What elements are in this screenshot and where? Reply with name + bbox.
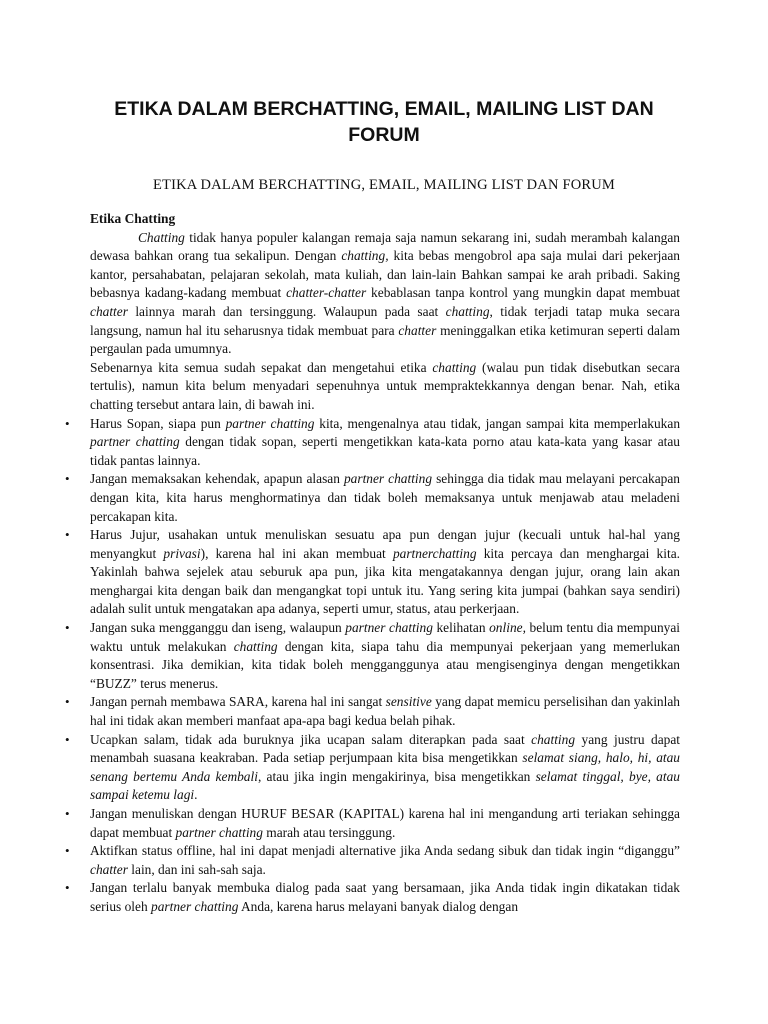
list-item-text <box>90 471 680 523</box>
bullet-icon: • <box>65 415 70 431</box>
bullet-icon: • <box>65 694 70 710</box>
text-run: meninggalkan etika ketimuran seperti dalam pergaulan pada umumnya. <box>90 322 680 357</box>
text-run: dengan tidak sopan, seperti mengetikkan kata-kata porno atau kata-kata yang kasar atau tidak pantas lainnya. <box>90 434 681 468</box>
document-body <box>65 210 681 917</box>
list-item <box>65 526 680 619</box>
text-run: Harus Jujur, usahakan untuk menuliskan sesuatu apa pun dengan jujur (kecuali untuk hal-hal yang menyangkut <box>90 527 680 561</box>
list-item-text <box>90 620 680 691</box>
italic-text: partner chatting <box>175 824 263 840</box>
list-item-text <box>90 527 680 616</box>
intro-paragraph-1 <box>90 229 680 359</box>
list-item-text <box>90 843 680 877</box>
bullet-icon: • <box>65 527 70 543</box>
italic-text: chatting <box>531 731 576 747</box>
italic-text: partnerchatting <box>392 545 477 561</box>
italic-text: chatter <box>398 322 437 338</box>
text-run: kita percaya dan menghargai kita. Yakinlah bahwa sejelek atau seburuk apa pun, jika kita mengatakannya dengan jujur, orang lain akan menghargai kita dengan baik dan mengangkat topi untuk itu. Yang sering kita jumpai (bahkan saya sendiri) adalah sulit untuk mengatakan apa adanya, seperti umur, status, atau perkerjaan. <box>90 545 680 617</box>
text-run: kita bebas mengobrol apa saja mulai dari pekerjaan kantor, persahabatan, pelajaran sekolah, mata kuliah, dan lain-lain Bahkan sampai ke arah pribadi. Saking bebasnya kadang-kadang membuat <box>90 248 680 301</box>
italic-text: chatter <box>90 303 128 319</box>
text-run: ), karena hal ini akan membuat <box>200 545 393 561</box>
text-run: (walau pun tidak disebutkan secara tertulis), namun kita belum menyadari sepenuhnya untuk mempraktekkannya dengan benar. Nah, etika chatting tersebut antara lain, di bawah ini. <box>90 359 680 412</box>
text-run: yang dapat memicu perselisihan dan yakinlah hal ini tidak akan memberi manfaat apa-apa bagi kedua belah pihak. <box>90 694 680 729</box>
text-run: Jangan terlalu banyak membuka dialog pada saat yang bersamaan, jika Anda tidak ingin dikatakan tidak serius oleh <box>90 880 680 914</box>
italic-text: Chatting <box>138 229 185 245</box>
text-run: dengan kita, siapa tahu dia mempunyai pekerjaan yang memerlukan konsentrasi. Jika demikian, kita tidak boleh mengganggunya atau mengisenginya dengan mengetikkan “BUZZ” terus menerus. <box>90 638 680 691</box>
list-item <box>65 470 680 526</box>
italic-text: chatting, <box>341 248 389 264</box>
list-item <box>65 415 681 471</box>
bullet-icon: • <box>65 471 70 487</box>
text-run: lain, dan ini sah-sah saja. <box>127 861 266 877</box>
page-title: ETIKA DALAM BERCHATTING, EMAIL, MAILING LIST DAN FORUM <box>114 98 654 146</box>
list-item-text <box>90 694 680 728</box>
text-run: Jangan pernah membawa SARA, karena hal ini sangat <box>90 694 386 710</box>
italic-text: selamat siang, halo, hi, atau senang bertemu Anda kembali <box>90 750 680 784</box>
list-item <box>65 693 680 730</box>
italic-text: selamat tinggal, bye, atau sampai ketemu lagi <box>90 768 680 803</box>
text-run: marah atau tersinggung. <box>262 824 396 840</box>
list-item <box>65 731 680 805</box>
bullet-icon: • <box>65 843 70 859</box>
text-run: Jangan menuliskan dengan HURUF BESAR (KAPITAL) karena hal ini mengandung arti teriakan sehingga dapat membuat <box>90 806 680 840</box>
bullet-icon: • <box>65 731 70 747</box>
list-item-text <box>90 416 680 468</box>
text-run: Jangan memaksakan kehendak, apapun alasan <box>90 471 344 487</box>
italic-text: chatter-chatter <box>286 285 367 301</box>
section-heading: Etika Chatting <box>90 211 176 226</box>
italic-text: privasi <box>163 545 201 561</box>
italic-text: partner chatting <box>225 415 315 431</box>
text-run: lainnya marah dan tersinggung. Walaupun pada saat <box>127 303 446 319</box>
text-run: Harus Sopan, siapa pun <box>90 415 226 431</box>
italic-text: partner chatting <box>151 898 239 914</box>
italic-text: sensitive <box>385 694 432 710</box>
bullet-icon: • <box>65 806 70 821</box>
text-run: , atau jika ingin mengakirinya, bisa mengetikkan <box>257 768 536 784</box>
italic-text: partner chatting <box>345 620 433 636</box>
text-run: kita, mengenalnya atau tidak, jangan sampai kita memperlakukan <box>314 415 681 431</box>
text-run: yang justru dapat menambah suasana keakraban. Pada setiap perjumpaan kita bisa mengetikkan <box>90 731 680 766</box>
text-run: kebablasan tanpa kontrol yang mungkin dapat membuat <box>366 285 680 301</box>
italic-text: online, <box>489 620 526 636</box>
text-run: Sebenarnya kita semua sudah sepakat dan mengetahui etika <box>90 359 433 375</box>
list-item <box>65 619 681 693</box>
text-run: kelihatan <box>432 620 490 636</box>
italic-text: chatting <box>233 638 278 654</box>
text-run: Anda, karena harus melayani banyak dialog dengan <box>238 898 519 914</box>
text-run: Aktifkan status offline, hal ini dapat menjadi alternative jika Anda sedang sibuk dan tidak ingin “diganggu” <box>90 843 680 859</box>
italic-text: chatter <box>90 861 128 877</box>
text-run: Ucapkan salam, tidak ada buruknya jika ucapan salam diterapkan pada saat <box>90 731 532 747</box>
bullet-icon: • <box>65 620 70 636</box>
intro-paragraph-2 <box>90 359 680 415</box>
text-run: belum tentu dia mempunyai waktu untuk melakukan <box>90 620 681 654</box>
page-subtitle: ETIKA DALAM BERCHATTING, EMAIL, MAILING LIST DAN FORUM <box>152 177 616 193</box>
list-item-text <box>90 880 680 914</box>
etiquette-list <box>65 415 681 917</box>
text-run: Jangan suka mengganggu dan iseng, walaupun <box>90 620 346 636</box>
text-run: tidak hanya populer kalangan remaja saja namun sekarang ini, sudah merambah kalangan dewasa bahkan orang tua sekalipun. Dengan <box>90 229 680 264</box>
italic-text: chatting <box>445 303 490 319</box>
list-item <box>65 842 680 879</box>
list-item <box>65 879 680 916</box>
text-run: , tidak terjadi tatap muka secara langsung, namun hal itu seharusnya tidak membuat para <box>90 303 680 338</box>
italic-text: chatting <box>432 359 477 375</box>
italic-text: partner chatting <box>90 434 180 450</box>
italic-text: partner chatting <box>343 471 433 487</box>
list-item <box>65 805 680 842</box>
text-run: . <box>194 787 198 803</box>
text-run: sehingga dia tidak mau melayani percakapan dengan kita, kita harus menghormatinya dan tidak boleh memaksanya untuk menjawab atau meladeni percakapan kita. <box>90 471 680 524</box>
list-item-text <box>90 732 680 803</box>
bullet-icon: • <box>65 880 70 896</box>
list-item-text <box>90 806 680 840</box>
